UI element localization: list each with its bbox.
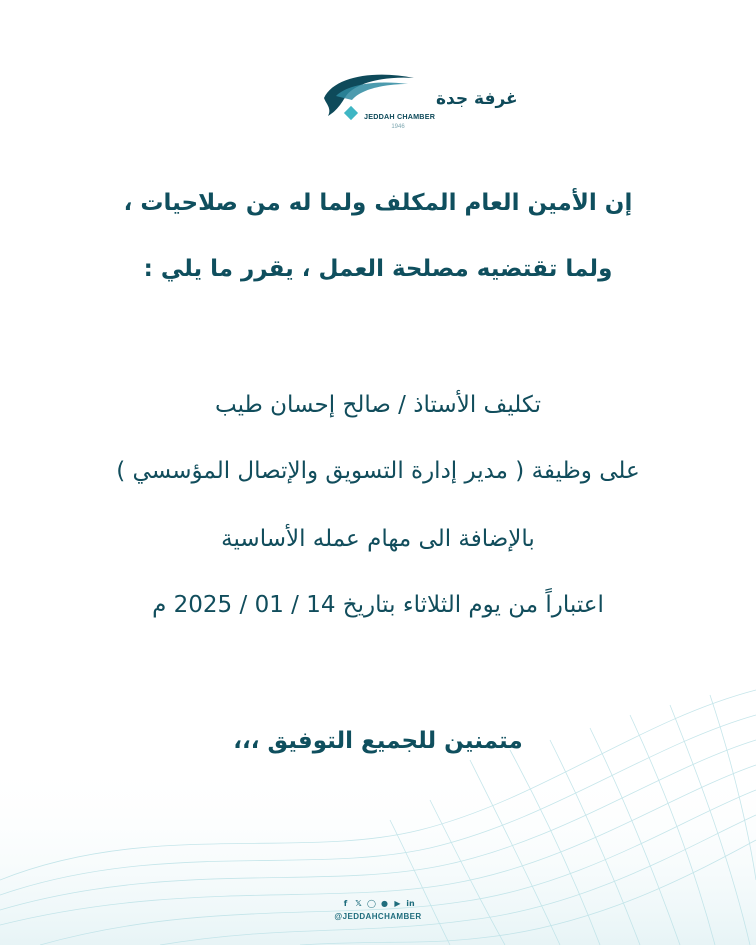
snapchat-icon[interactable]: ● <box>381 899 388 908</box>
logo-english-name: JEDDAH CHAMBER <box>364 112 436 121</box>
social-icons <box>0 899 756 911</box>
jeddah-chamber-logo <box>316 66 518 142</box>
closing-line: متمنين للجميع التوفيق ،،، <box>233 728 523 754</box>
logo-arabic-name: غرفة جدة <box>436 89 518 109</box>
decision-line-3: بالإضافة الى مهام عمله الأساسية <box>221 526 535 552</box>
linkedin-icon[interactable]: in <box>406 899 415 908</box>
youtube-icon[interactable]: ▶ <box>394 899 401 908</box>
decision-line-4: اعتباراً من يوم الثلاثاء بتاريخ 14 / 01 / 2025 م <box>152 592 604 618</box>
preamble-line-1: إن الأمين العام المكلف ولما له من صلاحيات ، <box>123 190 633 216</box>
logo-year: 1946 <box>391 124 405 130</box>
social-handle[interactable]: @JEDDAHCHAMBER <box>334 912 422 921</box>
twitter-icon[interactable]: 𝕏 <box>355 899 362 908</box>
decision-line-2: على وظيفة ( مدير إدارة التسويق والإتصال المؤسسي ) <box>116 458 640 484</box>
preamble-line-2: ولما تقتضيه مصلحة العمل ، يقرر ما يلي : <box>143 256 613 282</box>
instagram-icon[interactable]: ◯ <box>367 899 376 908</box>
facebook-icon[interactable]: f <box>343 899 348 908</box>
decision-line-1: تكليف الأستاذ / صالح إحسان طيب <box>215 392 541 418</box>
